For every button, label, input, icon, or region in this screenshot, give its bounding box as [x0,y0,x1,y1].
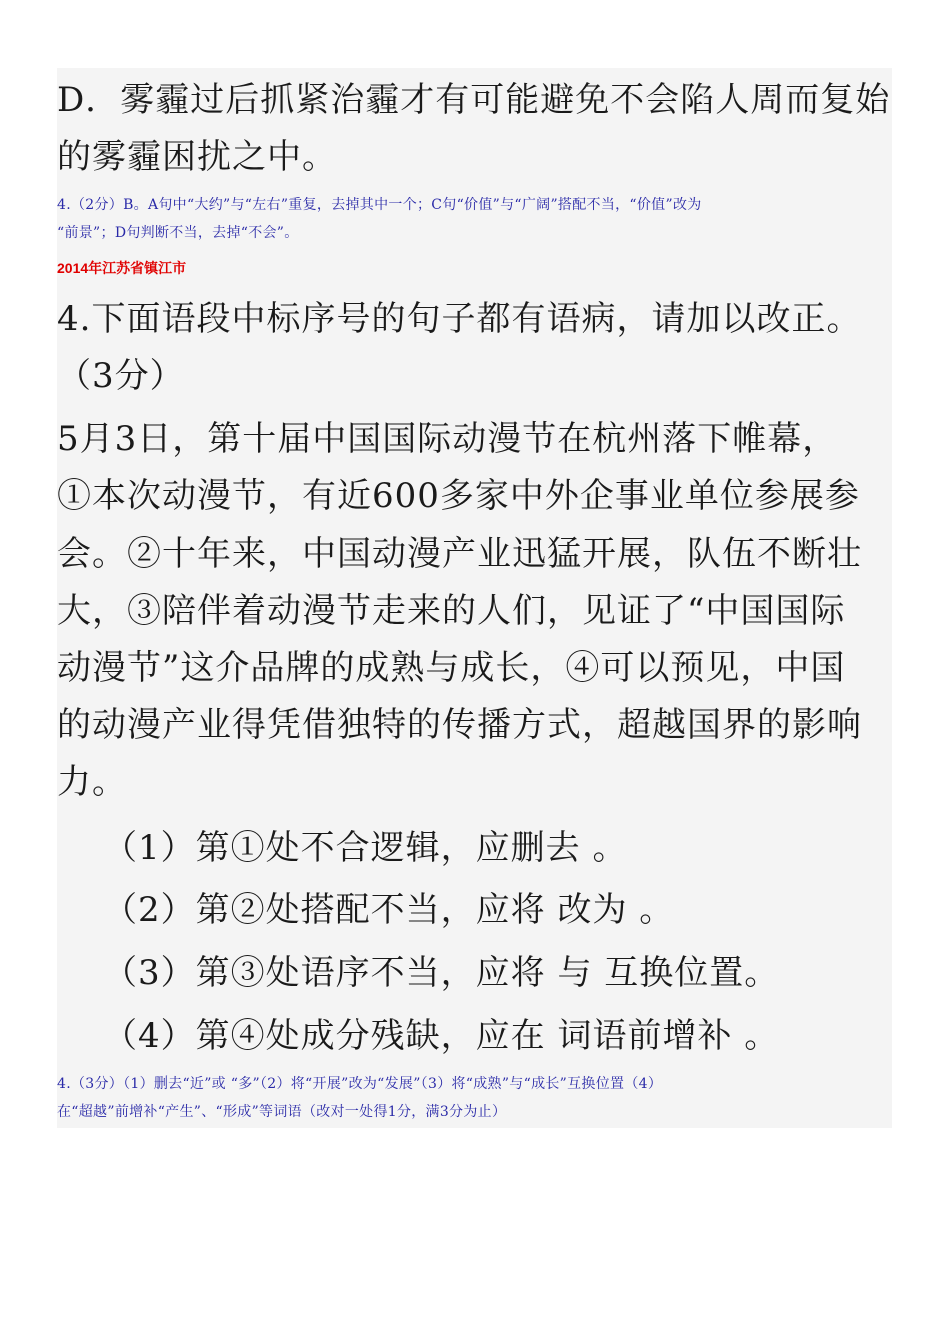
passage-line: 大，③陪伴着动漫节走来的人们，见证了“中国国际 [57,591,846,631]
passage-line: 的动漫产业得凭借独特的传播方式，超越国界的影响 [57,705,862,745]
prev-answer-line-1: 4.（2分）B。A句中“大约”与“左右”重复，去掉其中一个；C句“价值”与“广阔”搭配不当，“价值”改为 [57,197,702,213]
option-d-line-1: D．雾霾过后抓紧治霾才有可能避免不会陷人周而复始 [57,80,891,120]
question-title-line-1: 4.下面语段中标序号的句子都有语病，请加以改正。 [57,299,862,339]
answer-line-1: 4.（3分）（1）删去“近”或 “多”（2）将“开展”改为“发展”（3）将“成熟”与“成长”互换位置（4） [57,1076,663,1092]
passage-line: 会。②十年来，中国动漫产业迅猛开展，队伍不断壮 [57,534,862,574]
subquestion-1: （1）第①处不合逻辑，应删去 。 [103,828,628,868]
source-label: 2014年江苏省镇江市 [57,260,187,276]
option-d-line-2: 的雾霾困扰之中。 [57,137,337,177]
subquestion-2: （2）第②处搭配不当，应将 改为 。 [103,890,675,930]
prev-answer-line-2: “前景”；D句判断不当，去掉“不会”。 [57,225,299,241]
passage-line: ①本次动漫节，有近600多家中外企事业单位参展参 [57,476,860,516]
question-title-line-2: （3分） [57,356,185,396]
subquestion-4: （4）第④处成分残缺，应在 词语前增补 。 [103,1016,780,1056]
subquestion-3: （3）第③处语序不当，应将 与 互换位置。 [103,953,780,993]
passage-line: 动漫节”这介品牌的成熟与成长，④可以预见，中国 [57,648,846,688]
answer-line-2: 在“超越”前增补“产生”、“形成”等词语（改对一处得1分，满3分为止） [57,1104,507,1120]
passage-line: 力。 [57,762,127,802]
passage-line: 5月3日，第十届中国国际动漫节在杭州落下帷幕， [57,419,838,459]
